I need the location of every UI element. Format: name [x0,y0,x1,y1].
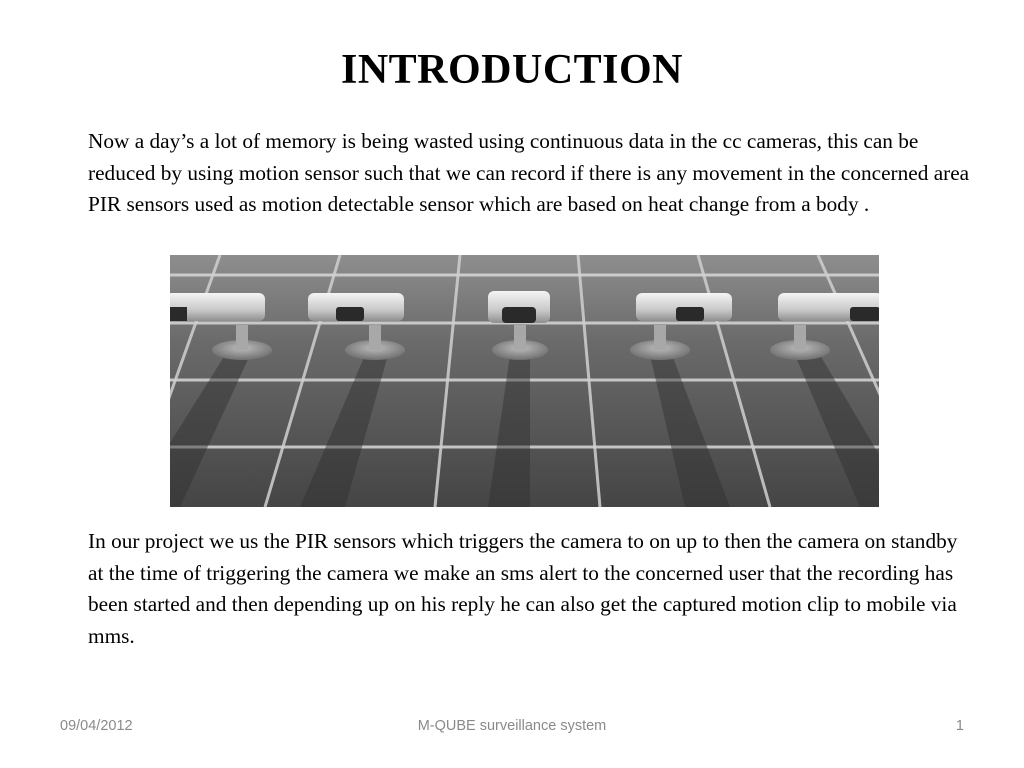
security-cameras-image [170,255,879,507]
footer-page-number: 1 [955,718,964,734]
footer-title: M-QUBE surveillance system [417,718,607,734]
intro-paragraph: Now a day’s a lot of memory is being wasted using continuous data in the cc cameras, this can be reduced by using motion sensor such that we can record if there is any movement in the concerned area PIR sensors used as motion detectable sensor which are based on heat change from a body . [88,129,970,216]
slide-title: INTRODUCTION [340,47,684,93]
footer-date: 09/04/2012 [60,718,133,734]
project-paragraph: In our project we us the PIR sensors which triggers the camera to on up to then the camera on standby at the time of triggering the camera we make an sms alert to the concerned user that the recording has been started and then depending up on his reply he can also get the captured motion clip to mobile via mms. [88,529,958,648]
